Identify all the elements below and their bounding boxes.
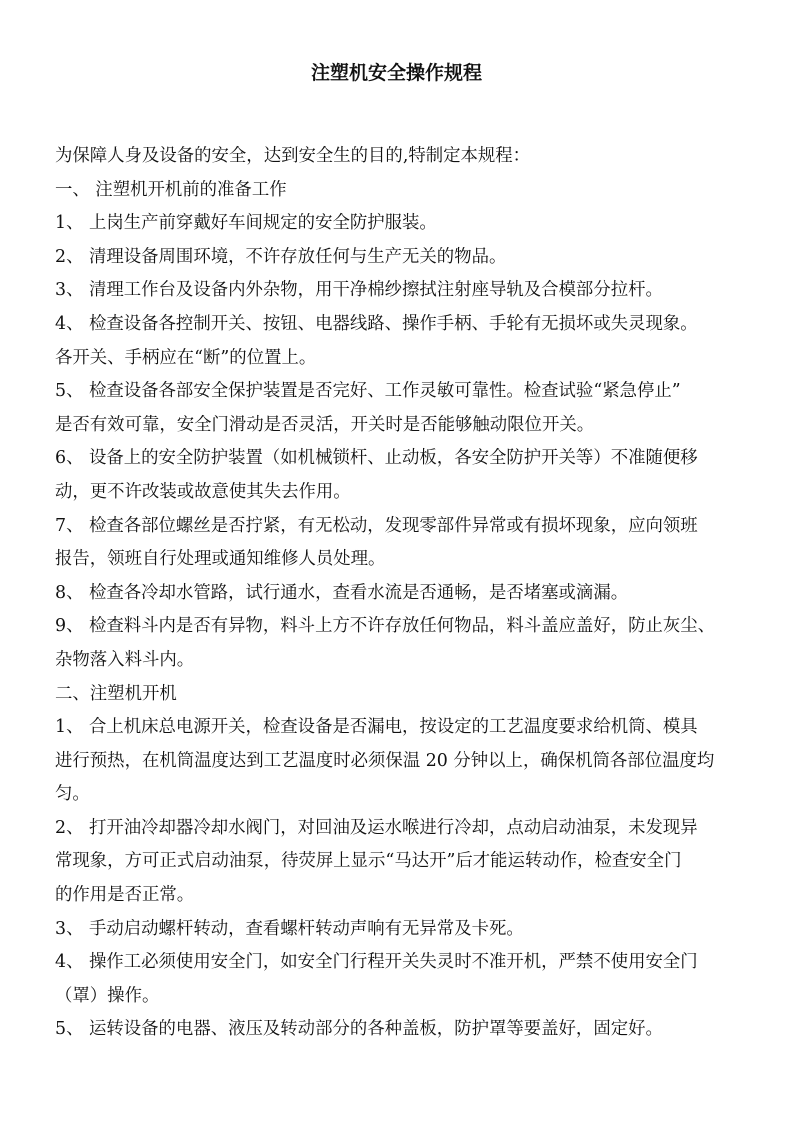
text-line: （罩）操作。 <box>55 985 160 1006</box>
text-line: 匀。 <box>55 784 90 805</box>
text-line: 进行预热，在机筒温度达到工艺温度时必须保温 20 分钟以上，确保机筒各部位温度均 <box>55 750 715 771</box>
text-line: 9、 检查料斗内是否有异物，料斗上方不许存放任何物品，料斗盖应盖好，防止灰尘、 <box>55 616 716 637</box>
text-line: 5、 检查设备各部安全保护装置是否完好、工作灵敏可靠性。检查试验“紧急停止” <box>55 381 681 402</box>
text-line: 4、 操作工必须使用安全门，如安全门行程开关失灵时不准开机，严禁不使用安全门 <box>55 952 698 973</box>
text-line: 1、 合上机床总电源开关，检查设备是否漏电，按设定的工艺温度要求给机筒、模具 <box>55 717 698 738</box>
document-title: 注塑机安全操作规程 <box>310 62 482 84</box>
text-line: 3、 手动启动螺杆转动，查看螺杆转动声响有无异常及卡死。 <box>55 918 524 939</box>
text-line: 3、 清理工作台及设备内外杂物，用干净棉纱擦拭注射座导轨及合模部分拉杆。 <box>55 280 663 301</box>
document-body <box>55 140 767 1047</box>
text-line: 动，更不许改装或故意使其失去作用。 <box>55 481 351 502</box>
text-line: 的作用是否正常。 <box>55 885 195 906</box>
text-line: 6、 设备上的安全防护装置（如机械锁杆、止动板，各安全防护开关等）不准随便移 <box>55 448 698 469</box>
text-line: 一、 注塑机开机前的准备工作 <box>55 179 287 200</box>
text-line: 4、 检查设备各控制开关、按钮、电器线路、操作手柄、手轮有无损坏或失灵现象。 <box>55 313 698 334</box>
text-line: 1、 上岗生产前穿戴好车间规定的安全防护服装。 <box>55 213 437 234</box>
text-line: 2、 清理设备周围环境，不许存放任何与生产无关的物品。 <box>55 246 507 267</box>
text-line: 2、 打开油冷却器冷却水阀门，对回油及运水喉进行冷却，点动启动油泵，未发现异 <box>55 817 698 838</box>
text-line: 是否有效可靠，安全门滑动是否灵活，开关时是否能够触动限位开关。 <box>55 414 595 435</box>
text-line: 杂物落入料斗内。 <box>55 649 195 670</box>
text-line: 各开关、手柄应在“断”的位置上。 <box>55 347 317 368</box>
text-line: 二、注塑机开机 <box>55 683 177 704</box>
text-line: 报告，领班自行处理或通知维修人员处理。 <box>55 549 386 570</box>
text-line: 8、 检查各冷却水管路，试行通水，查看水流是否通畅，是否堵塞或滴漏。 <box>55 582 629 603</box>
text-line: 为保障人身及设备的安全，达到安全生的目的,特制定本规程： <box>55 146 531 166</box>
text-line: 7、 检查各部位螺丝是否拧紧，有无松动，发现零部件异常或有损坏现象，应向领班 <box>55 515 698 536</box>
text-line: 5、 运转设备的电器、液压及转动部分的各种盖板，防护罩等要盖好，固定好。 <box>55 1019 663 1040</box>
text-line: 常现象，方可正式启动油泵，待荧屏上显示“马达开”后才能运转动作，检查安全门 <box>55 851 682 872</box>
